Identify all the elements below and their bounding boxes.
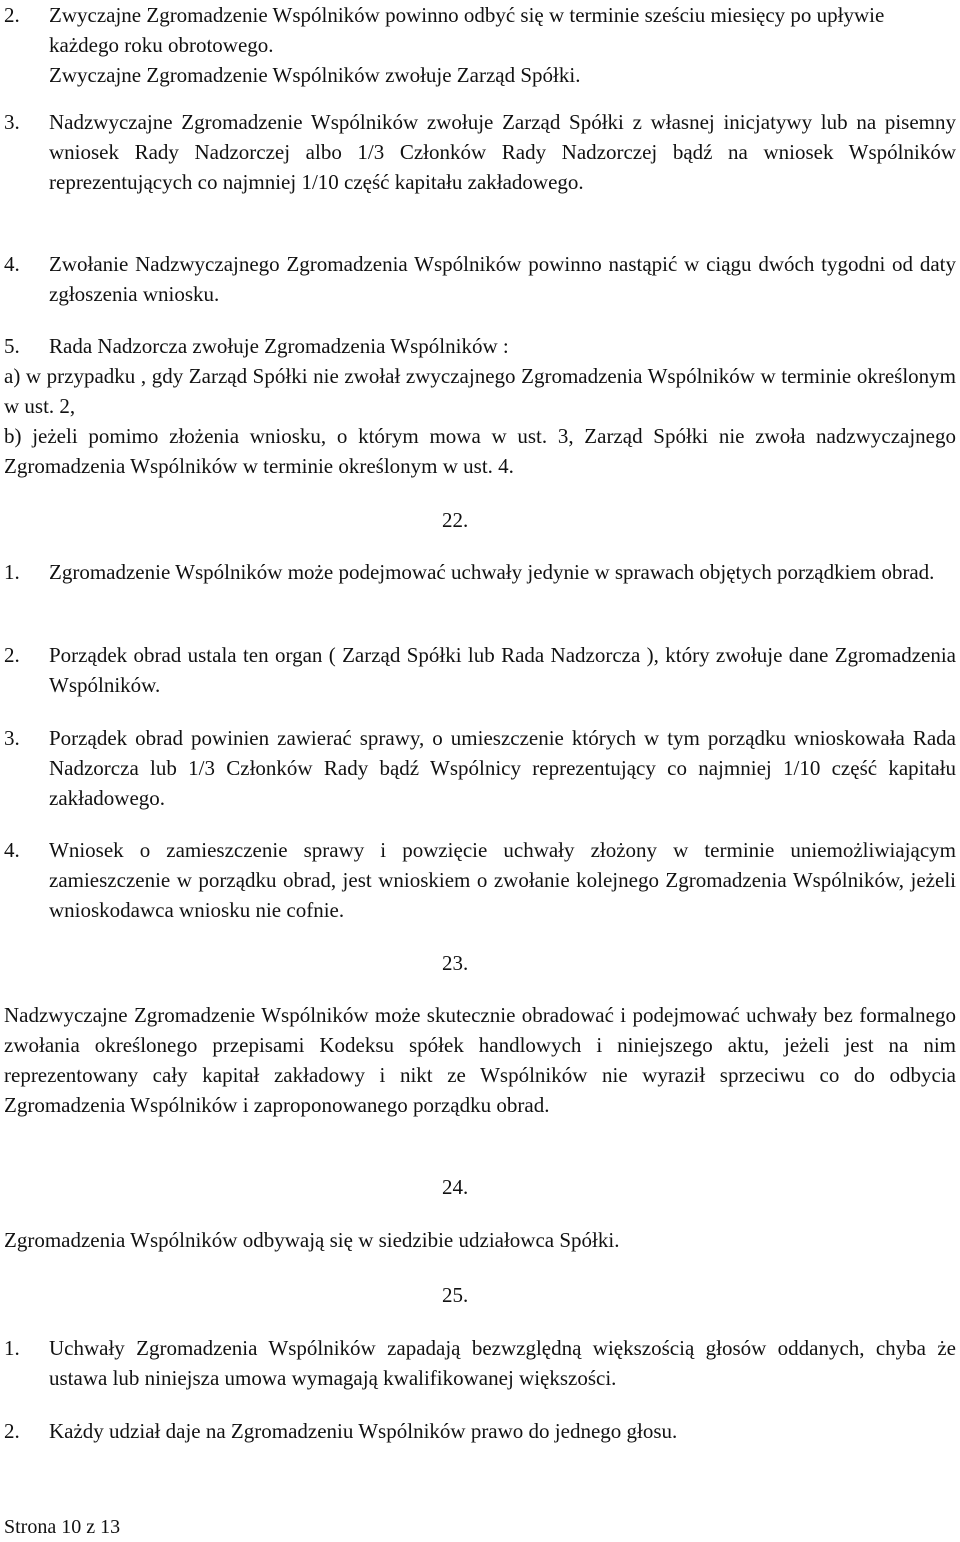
item-number: 4. bbox=[4, 838, 20, 862]
paragraph-item bbox=[4, 107, 956, 197]
paragraph-item bbox=[4, 331, 956, 481]
item-number: 2. bbox=[4, 643, 20, 667]
paragraph-item bbox=[4, 249, 956, 309]
item-number: 4. bbox=[4, 252, 20, 276]
paragraph-text: Zgromadzenia Wspólników odbywają się w siedzibie udziałowca Spółki. bbox=[4, 1228, 620, 1252]
paragraph-text: Zwołanie Nadzwyczajnego Zgromadzenia Wspólników powinno nastąpić w ciągu dwóch tygodni od daty zgłoszenia wniosku. bbox=[49, 252, 956, 306]
paragraph-text: Wniosek o zamieszczenie sprawy i powzięcie uchwały złożony w terminie uniemożliwiającym zamieszczenie w porządku obrad, jest wnioskiem o zwołanie kolejnego Zgromadzenia Wspólników, jeżeli wnioskodawca wniosku nie cofnie. bbox=[49, 838, 956, 922]
item-number: 5. bbox=[4, 334, 20, 358]
paragraph-text: Każdy udział daje na Zgromadzeniu Wspólników prawo do jednego głosu. bbox=[49, 1419, 678, 1443]
paragraph-item bbox=[4, 1416, 956, 1446]
paragraph-text: Rada Nadzorcza zwołuje Zgromadzenia Wspólników : bbox=[49, 334, 509, 358]
paragraph-item bbox=[4, 723, 956, 813]
paragraph-text: Zwyczajne Zgromadzenie Wspólników powinno odbyć się w terminie sześciu miesięcy po upływie każdego roku obrotowego. bbox=[49, 3, 885, 57]
paragraph-item bbox=[4, 0, 956, 90]
page-number-footer: Strona 10 z 13 bbox=[4, 1516, 121, 1538]
paragraph-text: Uchwały Zgromadzenia Wspólników zapadają bezwzględną większością głosów oddanych, chyba że ustawa lub niniejsza umowa wymagają kwalifikowanej większości. bbox=[49, 1336, 956, 1390]
section-heading: 25. bbox=[442, 1283, 469, 1307]
paragraph-text: Zgromadzenie Wspólników może podejmować uchwały jedynie w sprawach objętych porządkiem obrad. bbox=[49, 560, 935, 584]
item-number: 1. bbox=[4, 560, 20, 584]
subitem-a: a) w przypadku , gdy Zarząd Spółki nie zwołał zwyczajnego Zgromadzenia Wspólników w terminie określonym w ust. 2, bbox=[4, 364, 956, 418]
paragraph-item bbox=[4, 1333, 956, 1393]
item-number: 1. bbox=[4, 1336, 20, 1360]
item-number: 2. bbox=[4, 3, 20, 27]
paragraph-text: Zwyczajne Zgromadzenie Wspólników zwołuje Zarząd Spółki. bbox=[49, 63, 581, 87]
paragraph-text: Porządek obrad powinien zawierać sprawy, o umieszczenie których w tym porządku wnioskowała Rada Nadzorcza lub 1/3 Członków Rady bądź Wspólnicy reprezentujący co najmniej 1/10 część kapitału zakładowego. bbox=[49, 726, 956, 810]
paragraph-item bbox=[4, 640, 956, 700]
item-number: 2. bbox=[4, 1419, 20, 1443]
paragraph-item bbox=[4, 835, 956, 925]
paragraph-item bbox=[4, 557, 956, 587]
section-heading: 23. bbox=[442, 951, 469, 975]
section-heading: 24. bbox=[442, 1175, 469, 1199]
item-number: 3. bbox=[4, 110, 20, 134]
paragraph-text: Nadzwyczajne Zgromadzenie Wspólników może skutecznie obradować i podejmować uchwały bez formalnego zwołania określonego przepisami Kodeksu spółek handlowych i niniejszego aktu, jeżeli jest na nim reprezentowany cały kapitał zakładowy i nikt ze Wspólników nie wyraził sprzeciwu co do odbycia Zgromadzenia Wspólników i zaproponowanego porządku obrad. bbox=[4, 1003, 956, 1117]
item-number: 3. bbox=[4, 726, 20, 750]
subitem-b: b) jeżeli pomimo złożenia wniosku, o którym mowa w ust. 3, Zarząd Spółki nie zwoła nadzwyczajnego Zgromadzenia Wspólników w terminie określonym w ust. 4. bbox=[4, 424, 956, 478]
section-heading: 22. bbox=[442, 508, 469, 532]
paragraph-text: Porządek obrad ustala ten organ ( Zarząd Spółki lub Rada Nadzorcza ), który zwołuje dane Zgromadzenia Wspólników. bbox=[49, 643, 956, 697]
paragraph-text: Nadzwyczajne Zgromadzenie Wspólników zwołuje Zarząd Spółki z własnej inicjatywy lub na pisemny wniosek Rady Nadzorczej albo 1/3 Członków Rady Nadzorczej bądź na wniosek Wspólników reprezentujących co najmniej 1/10 część kapitału zakładowego. bbox=[49, 110, 956, 194]
